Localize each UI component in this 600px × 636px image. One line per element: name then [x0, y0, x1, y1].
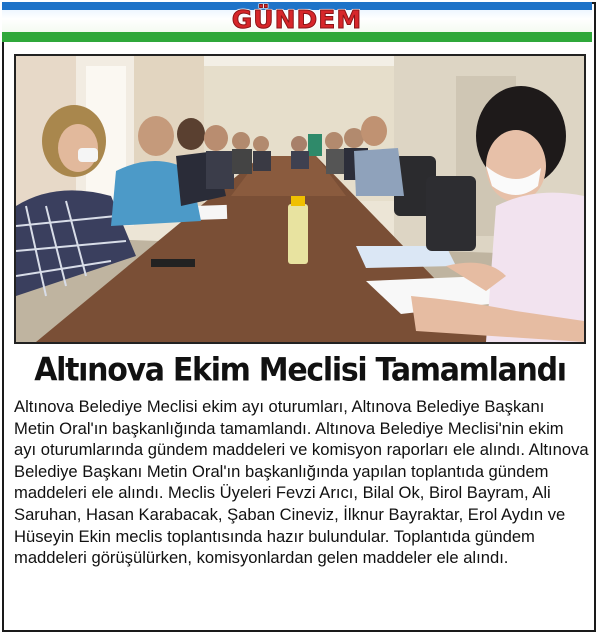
meeting-photo — [14, 54, 586, 344]
section-label: GÜNDEM — [231, 5, 363, 34]
article-body: Altınova Belediye Meclisi ekim ayı oturumları, Altınova Belediye Başkanı Metin Oral'ın başkanlığında tamamlandı. Altınova Belediye Meclisi'nin ekim ayı oturumlarında gündem maddeleri ve komisyon raporları ele alındı. Altınova Belediye Başkanı Metin Oral'ın başkanlığında yapılan toplantıda gündem maddeleri ele alındı. Meclis Üyeleri Fevzi Arıcı, Bilal Ok, Birol Bayram, Ali Saruhan, Hasan Karabacak, Şaban Cineviz, İlknur Bayraktar, Erol Aydın ve Hüseyin Ekin meclis toplantısında hazır bulundular. Toplantıda gündem maddeleri görüşülürken, komisyonlardan gelen maddeler ele alındı. — [14, 397, 589, 568]
article-headline: Altınova Ekim Meclisi Tamamlandı — [34, 351, 566, 390]
section-banner — [2, 2, 592, 42]
